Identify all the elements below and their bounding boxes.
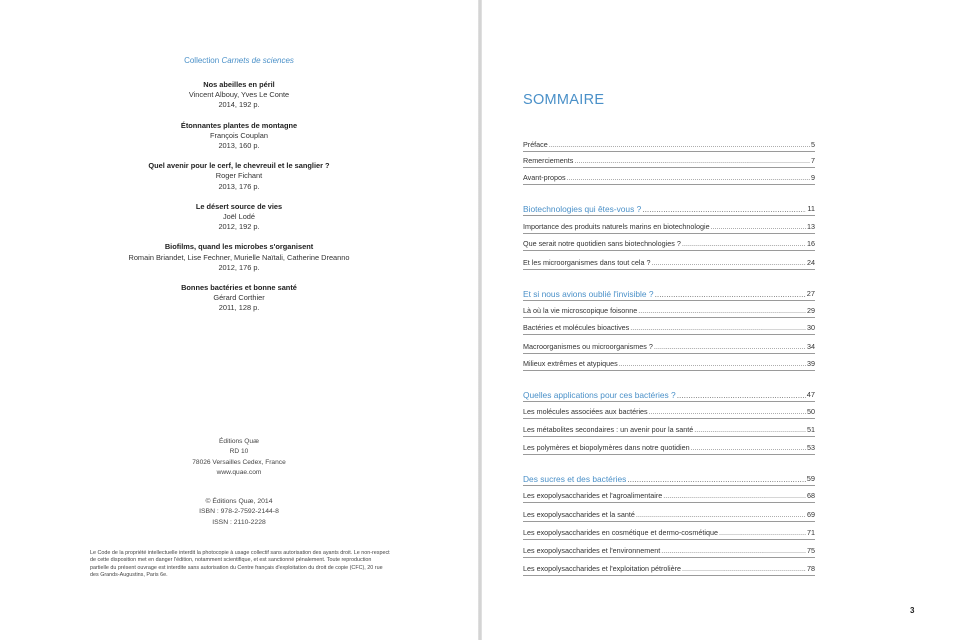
toc-entry-page: 9 [811, 173, 815, 182]
toc-entry [523, 258, 815, 270]
toc-entry-label: Les exopolysaccharides et l'environnement [523, 546, 661, 555]
toc-entry-label: Remerciements [523, 156, 574, 165]
toc-entry [523, 491, 815, 503]
toc-entry [523, 564, 815, 576]
toc-section-entry [523, 390, 815, 402]
toc-entry-page: 71 [807, 528, 815, 537]
toc-title: SOMMAIRE [523, 92, 605, 108]
toc-entry-label: Là où la vie microscopique foisonne [523, 306, 638, 315]
toc-section-entry [523, 474, 815, 486]
toc-entry [523, 510, 815, 522]
toc-entry-page: 69 [807, 510, 815, 519]
toc-entry-label: Les exopolysaccharides et la santé [523, 510, 635, 519]
toc-leader-dots [619, 359, 806, 369]
toc-entry-label: Importance des produits naturels marins en biotechnologie [523, 222, 710, 231]
collection-title [0, 56, 478, 65]
toc-entry [523, 342, 815, 354]
toc-leader-dots [694, 425, 806, 435]
issn: ISSN : 2110-2228 [212, 518, 266, 526]
right-page [482, 0, 960, 640]
toc-entry [523, 140, 815, 152]
toc-entry [523, 306, 815, 318]
toc-entry-label: Quelles applications pour ces bactéries ? [523, 390, 676, 400]
toc-leader-dots [638, 306, 806, 316]
toc-leader-dots [627, 474, 805, 484]
toc-entry-label: Et si nous avions oublié l'invisible ? [523, 289, 654, 299]
toc-leader-dots [655, 289, 806, 299]
toc-entry-page: 16 [807, 239, 815, 248]
toc-entry-page: 11 [807, 204, 815, 213]
book-info: 2014, 192 p. [218, 100, 260, 110]
toc-entry-page: 30 [807, 323, 815, 332]
copyright-block [0, 497, 478, 528]
collection-prefix: Collection [184, 56, 220, 65]
toc-entry-label: Préface [523, 140, 548, 149]
publisher-name: Éditions Quæ [219, 438, 259, 445]
toc-entry [523, 173, 815, 185]
toc-entry-page: 24 [807, 258, 815, 267]
toc-entry-label: Les exopolysaccharides et l'agroalimentaire [523, 491, 663, 500]
book-authors: Vincent Albouy, Yves Le Conte [188, 90, 290, 100]
book-entry [0, 161, 478, 192]
toc-entry-page: 78 [807, 564, 815, 573]
book-title: Bonnes bactéries et bonne santé [181, 283, 297, 293]
book-info: 2012, 192 p. [218, 222, 260, 232]
toc-entry-label: Les polymères et biopolymères dans notre quotidien [523, 443, 690, 452]
toc-entry [523, 222, 815, 234]
toc-section-entry [523, 289, 815, 301]
book-authors: Romain Briandet, Lise Fechner, Murielle Naïtali, Catherine Dreanno [128, 252, 350, 262]
toc-entry-page: 7 [811, 156, 815, 165]
toc-entry-label: Les exopolysaccharides et l'exploitation pétrolière [523, 564, 681, 573]
toc-entry [523, 156, 815, 168]
toc-leader-dots [651, 258, 806, 268]
toc-entry-label: Les métabolites secondaires : un avenir pour la santé [523, 425, 694, 434]
toc-entry-page: 75 [807, 546, 815, 555]
toc-leader-dots [630, 323, 806, 333]
toc-entry-label: Que serait notre quotidien sans biotechnologies ? [523, 239, 681, 248]
toc-leader-dots [719, 528, 806, 538]
book-authors: Gérard Corthier [213, 293, 265, 303]
toc-entry-page: 47 [806, 390, 815, 399]
book-entry [0, 242, 478, 273]
toc-leader-dots [636, 510, 806, 520]
toc-section-entry [523, 204, 815, 216]
toc-entry-page: 34 [807, 342, 815, 351]
toc-entry [523, 443, 815, 455]
toc-entry-label: Des sucres et des bactéries [523, 474, 627, 484]
toc-entry-page: 27 [806, 289, 815, 298]
toc-entry-page: 13 [807, 222, 815, 231]
toc-entry-label: Biotechnologies qui êtes-vous ? [523, 204, 642, 214]
toc-entry-page: 53 [807, 443, 815, 452]
book-title: Biofilms, quand les microbes s'organisent [164, 242, 314, 252]
toc-entry [523, 528, 815, 540]
toc-leader-dots [567, 173, 810, 183]
publisher-block [0, 437, 478, 479]
toc-entry [523, 546, 815, 558]
publisher-address-2: 78026 Versailles Cedex, France [192, 458, 286, 466]
book-list [0, 80, 478, 324]
book-entry [0, 202, 478, 233]
toc-entry-page: 29 [807, 306, 815, 315]
book-entry [0, 80, 478, 111]
book-entry [0, 121, 478, 152]
toc-leader-dots [677, 390, 806, 400]
book-authors: Joël Lodé [222, 212, 256, 222]
toc-entry-label: Macroorganismes ou microorganismes ? [523, 342, 653, 351]
book-entry [0, 283, 478, 314]
toc-entry [523, 359, 815, 371]
toc-entry-page: 5 [811, 140, 815, 149]
publisher-address-1: RD 10 [229, 448, 249, 456]
toc-leader-dots [574, 156, 810, 166]
book-info: 2013, 176 p. [218, 181, 260, 191]
toc-leader-dots [549, 140, 810, 150]
book-title: Quel avenir pour le cerf, le chevreuil et le sanglier ? [148, 161, 330, 171]
toc-entry-page: 50 [807, 407, 815, 416]
book-title: Nos abeilles en péril [203, 80, 275, 89]
book-title: Étonnantes plantes de montagne [180, 120, 298, 130]
left-page [0, 0, 478, 640]
toc-entry-page: 51 [807, 425, 815, 434]
publisher-website: www.quae.com [216, 469, 262, 477]
isbn: ISBN : 978-2-7592-2144-8 [199, 508, 279, 516]
toc-leader-dots [642, 204, 806, 214]
toc-leader-dots [661, 546, 806, 556]
toc-entry-label: Les exopolysaccharides en cosmétique et dermo-cosmétique [523, 528, 718, 537]
toc-entry-page: 68 [807, 491, 815, 500]
toc-leader-dots [691, 443, 806, 453]
copyright-line: © Éditions Quæ, 2014 [205, 498, 273, 505]
toc-entry-label: Milieux extrêmes et atypiques [523, 359, 618, 368]
toc-leader-dots [663, 491, 806, 501]
toc-entry [523, 239, 815, 251]
toc-entry-page: 39 [807, 359, 815, 368]
toc-leader-dots [649, 407, 806, 417]
toc-leader-dots [711, 222, 806, 232]
toc-leader-dots [682, 239, 806, 249]
toc-entry-label: Et les microorganismes dans tout cela ? [523, 258, 651, 267]
toc-entry-label: Les molécules associées aux bactéries [523, 407, 648, 416]
book-authors: François Couplan [210, 130, 268, 140]
book-info: 2013, 160 p. [218, 141, 260, 151]
book-info: 2012, 176 p. [218, 262, 260, 272]
toc-entry-label: Bactéries et molécules bioactives [523, 323, 630, 332]
legal-notice: Le Code de la propriété intellectuelle interdit la photocopie à usage collectif sans autorisation des ayants droit. Le non-respect de cette disposition met en danger l'édition, notamment scientifique, et est sanctionné pénalement. Toute reproduction partielle du présent ouvrage est interdite sans autorisation du Centre français d'exploitation du droit de copie (CFC), 20 rue des Grands-Augustins, Paris 6e. [90, 550, 390, 579]
collection-series: Carnets de sciences [221, 56, 294, 65]
toc-entry-page: 59 [806, 474, 815, 483]
toc-entry [523, 323, 815, 335]
toc-entry-label: Avant-propos [523, 173, 566, 182]
page-number: 3 [910, 606, 915, 615]
book-info: 2011, 128 p. [218, 303, 260, 313]
toc-leader-dots [682, 564, 806, 574]
book-title: Le désert source de vies [195, 201, 283, 211]
toc-leader-dots [654, 342, 806, 352]
book-authors: Roger Fichant [215, 171, 263, 181]
toc-entry [523, 407, 815, 419]
toc-entry [523, 425, 815, 437]
